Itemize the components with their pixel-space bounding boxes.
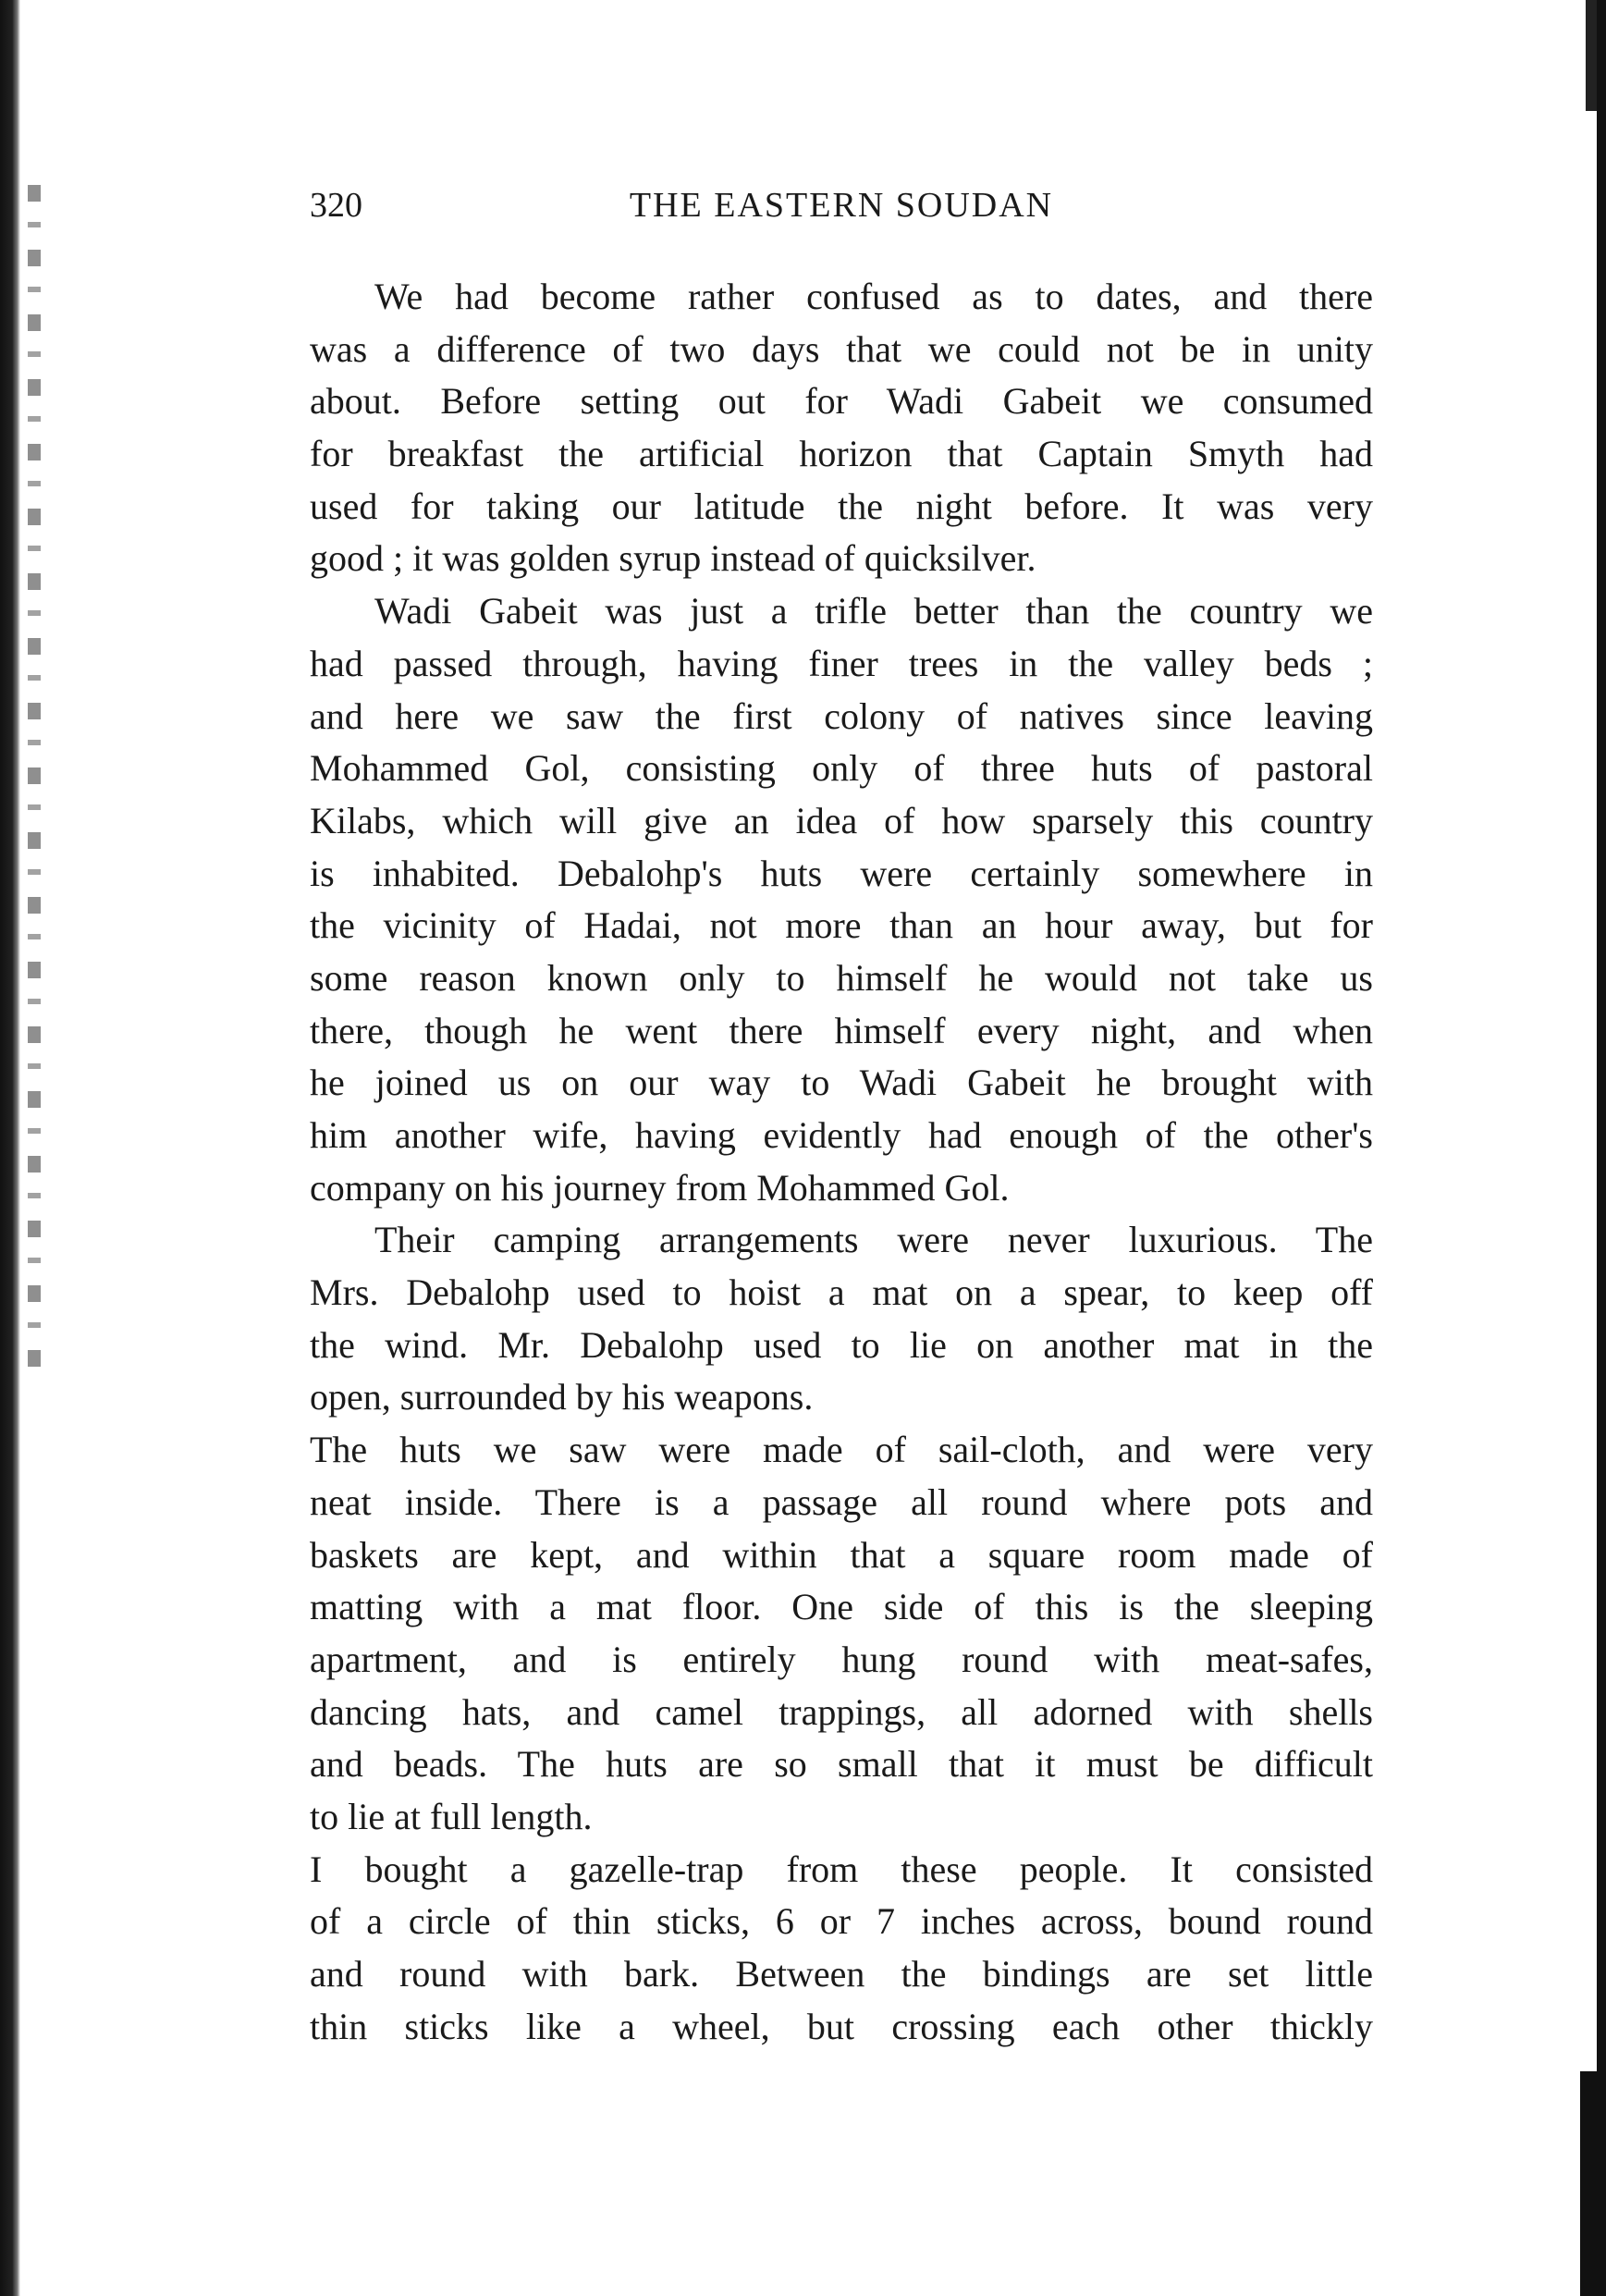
text-line: company on his journey from Mohammed Gol. <box>310 1166 1010 1209</box>
text-line: used for taking our latitude the night before. It was very <box>310 485 1373 527</box>
text-line: and beads. The huts are so small that it must be difficult <box>310 1743 1373 1786</box>
text-line: thin sticks like a wheel, but crossing each other thickly <box>310 2005 1373 2047</box>
text-line: matting with a mat floor. One side of this is the sleeping <box>310 1586 1373 1628</box>
text-line: and here we saw the first colony of natives since leaving <box>310 694 1373 737</box>
paragraph <box>310 1214 1373 1424</box>
scan-edge-right-bottom <box>1580 2071 1597 2296</box>
text-line: good ; it was golden syrup instead of quicksilver. <box>310 537 1036 580</box>
text-line: apartment, and is entirely hung round with meat-safes, <box>310 1638 1373 1680</box>
text-line: is inhabited. Debalohp's huts were certainly somewhere in <box>310 852 1373 894</box>
text-line: was a difference of two days that we could not be in unity <box>310 327 1373 370</box>
text-line: Their camping arrangements were never luxurious. The <box>374 1219 1373 1261</box>
text-line: dancing hats, and camel trappings, all adorned with shells <box>310 1690 1373 1733</box>
paragraph <box>310 585 1373 1214</box>
text-line: neat inside. There is a passage all round where pots and <box>310 1480 1373 1523</box>
text-line: he joined us on our way to Wadi Gabeit he brought with <box>310 1062 1373 1104</box>
text-line: and round with bark. Between the bindings are set little <box>310 1953 1373 1995</box>
page-number: 320 <box>310 186 362 225</box>
paragraph <box>310 1424 1373 1844</box>
text-line: about. Before setting out for Wadi Gabeit we consumed <box>310 380 1373 423</box>
paragraph <box>310 1844 1373 2054</box>
text-line: Mrs. Debalohp used to hoist a mat on a spear, to keep off <box>310 1271 1373 1314</box>
scan-edge-left <box>0 0 20 2296</box>
text-line: the vicinity of Hadai, not more than an hour away, but for <box>310 904 1373 947</box>
text-line: had passed through, having finer trees in the valley beds ; <box>310 642 1373 684</box>
page-header <box>310 185 1373 240</box>
text-line: to lie at full length. <box>310 1795 593 1837</box>
text-line: some reason known only to himself he would not take us <box>310 956 1373 999</box>
text-line: Mohammed Gol, consisting only of three huts of pastoral <box>310 747 1373 790</box>
text-line: there, though he went there himself every night, and when <box>310 1009 1373 1051</box>
text-line: baskets are kept, and within that a square room made of <box>310 1533 1373 1576</box>
text-line: of a circle of thin sticks, 6 or 7 inches across, bound round <box>310 1900 1373 1943</box>
paragraph <box>310 271 1373 585</box>
scan-edge-right-top <box>1586 0 1597 111</box>
text-line: The huts we saw were made of sail-cloth, and were very <box>310 1429 1373 1471</box>
page-body <box>310 271 1373 2053</box>
text-line: for breakfast the artificial horizon that Captain Smyth had <box>310 433 1373 475</box>
text-line: I bought a gazelle-trap from these people. It consisted <box>310 1848 1373 1890</box>
text-line: open, surrounded by his weapons. <box>310 1376 814 1418</box>
text-line: him another wife, having evidently had enough of the other's <box>310 1114 1373 1156</box>
text-line: Kilabs, which will give an idea of how sparsely this country <box>310 799 1373 841</box>
scan-edge-left-noise <box>28 185 41 1387</box>
running-title: THE EASTERN SOUDAN <box>629 186 1054 225</box>
text-line: Wadi Gabeit was just a trifle better than the country we <box>374 590 1373 632</box>
scan-edge-right <box>1597 0 1606 2296</box>
text-line: We had become rather confused as to dates, and there <box>374 276 1373 317</box>
text-line: the wind. Mr. Debalohp used to lie on another mat in the <box>310 1323 1373 1366</box>
